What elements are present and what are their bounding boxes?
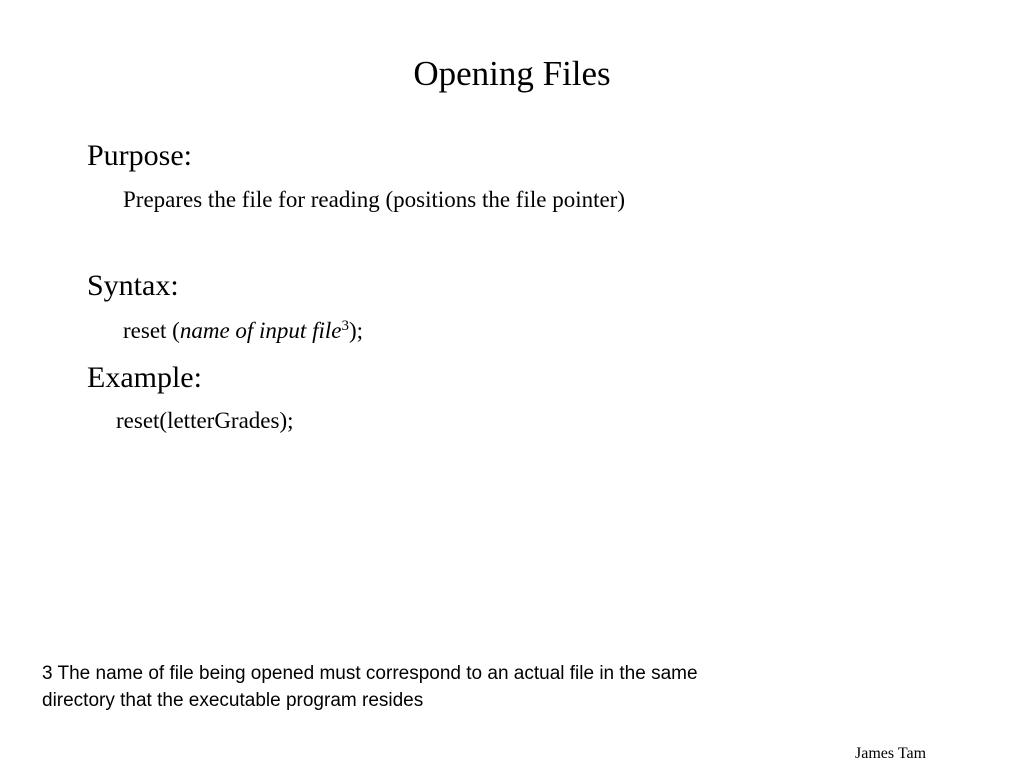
footnote-line-1: 3 The name of file being opened must correspond to an actual file in the same xyxy=(42,663,698,684)
purpose-text: Prepares the file for reading (positions the file pointer) xyxy=(123,187,626,212)
syntax-prefix: reset ( xyxy=(123,318,180,343)
syntax-statement xyxy=(123,317,363,345)
example-heading: Example: xyxy=(87,361,202,394)
syntax-heading: Syntax: xyxy=(87,269,179,302)
slide-title: Opening Files xyxy=(413,54,611,93)
footnote-marker: 3 xyxy=(341,318,349,334)
author-footer: James Tam xyxy=(855,745,927,762)
syntax-suffix: ); xyxy=(348,318,364,343)
footnote xyxy=(42,660,862,714)
footnote-line-2: directory that the executable program resides xyxy=(42,690,424,711)
example-code: reset(letterGrades); xyxy=(116,408,294,433)
purpose-heading: Purpose: xyxy=(87,139,192,172)
syntax-parameter: name of input file xyxy=(179,318,342,343)
